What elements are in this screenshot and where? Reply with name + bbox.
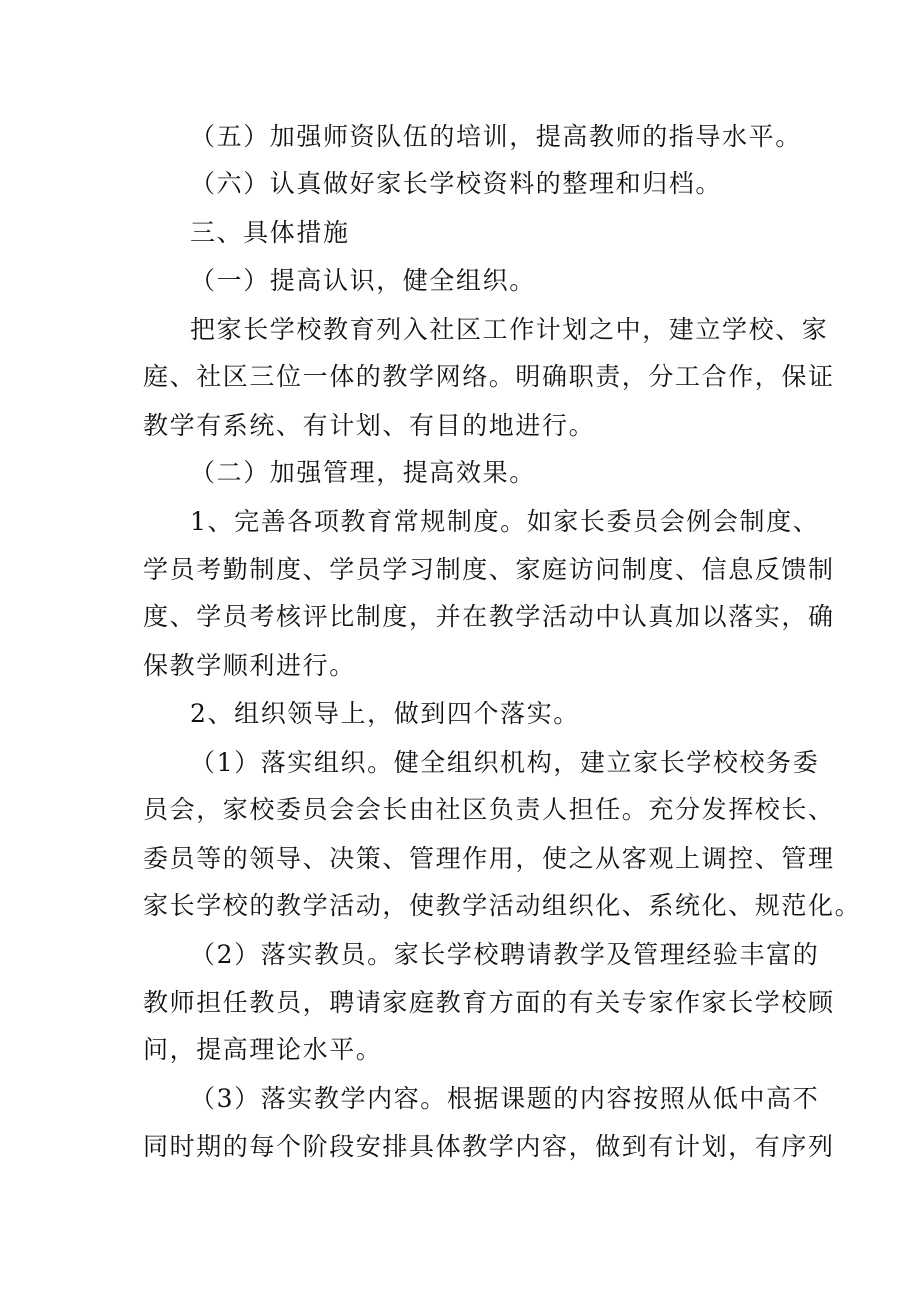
text-line-16: 委员等的领导、决策、管理作用，使之从客观上调控、管理 [143,844,835,873]
text-line-10: 学员考勤制度、学员学习制度、家庭访问制度、信息反馈制 [143,555,835,584]
text-line-21: （3）落实教学内容。根据课题的内容按照从低中高不 [190,1084,820,1113]
text-line-13: 2、组织领导上，做到四个落实。 [190,699,580,728]
text-line-19: 教师担任教员，聘请家庭教育方面的有关专家作家长学校顾 [143,988,835,1017]
subsection-heading-2: （二）加强管理，提高效果。 [190,458,536,487]
text-line-20: 问，提高理论水平。 [143,1035,383,1064]
text-line-22: 同时期的每个阶段安排具体教学内容，做到有计划，有序列 [143,1132,835,1161]
text-line-9: 1、完善各项教育常规制度。如家长委员会例会制度、 [190,507,820,536]
text-line-12: 保教学顺利进行。 [143,651,356,680]
text-line-7: 教学有系统、有计划、有目的地进行。 [143,411,596,440]
text-line-6: 庭、社区三位一体的教学网络。明确职责，分工合作，保证 [143,362,835,391]
text-line-15: 员会，家校委员会会长由社区负责人担任。充分发挥校长、 [143,795,835,824]
subsection-heading-1: （一）提高认识，健全组织。 [190,266,536,295]
text-line-18: （2）落实教员。家长学校聘请教学及管理经验丰富的 [190,940,820,969]
text-line-5: 把家长学校教育列入社区工作计划之中，建立学校、家 [190,315,829,344]
text-line-1: （五）加强师资队伍的培训，提高教师的指导水平。 [190,122,802,151]
text-line-14: （1）落实组织。健全组织机构，建立家长学校校务委 [190,748,820,777]
text-line-11: 度、学员考核评比制度，并在教学活动中认真加以落实，确 [143,602,835,631]
text-line-17: 家长学校的教学活动，使教学活动组织化、系统化、规范化。 [143,891,862,920]
section-heading: 三、具体措施 [190,218,350,247]
text-line-2: （六）认真做好家长学校资料的整理和归档。 [190,169,723,198]
